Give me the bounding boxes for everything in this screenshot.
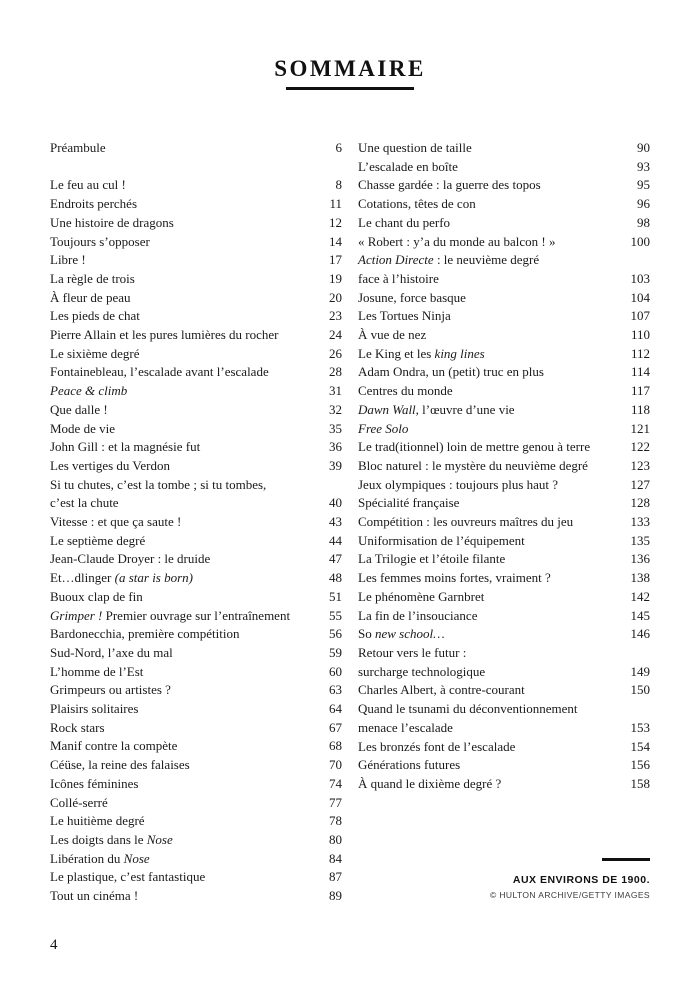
toc-entry-title: Préambule: [50, 140, 106, 155]
toc-entry-page: 24: [329, 327, 342, 343]
toc-entry-title: « Robert : y’a du monde au balcon ! »: [358, 233, 556, 249]
toc-entry-page: 47: [329, 551, 342, 567]
toc-entry: [50, 812, 342, 831]
toc-entry-title: Le phénomène Garnbret: [358, 588, 485, 604]
toc-entry-page: 87: [329, 869, 342, 885]
toc-entry: [50, 476, 342, 495]
toc-entry: [50, 289, 342, 308]
toc-entry-title: Le King et les king lines: [358, 345, 485, 361]
toc-entry-title: face à l’histoire: [358, 270, 439, 286]
toc-entry-title: Grimper ! Premier ouvrage sur l’entraînement: [50, 607, 291, 623]
toc-entry-title: Une question de taille: [358, 140, 472, 155]
toc-entry-title: La fin de l’insouciance: [358, 607, 478, 623]
toc-entry: [50, 176, 342, 195]
toc-entry-page: 36: [329, 439, 342, 455]
toc-entry: [358, 550, 650, 569]
toc-entry-title: Les doigts dans le Nose: [50, 832, 173, 847]
toc-entry-page: 78: [329, 813, 342, 829]
toc-entry-page: 136: [630, 551, 650, 567]
toc-entry-page: 145: [630, 607, 650, 623]
toc-entry-page: 118: [630, 401, 650, 417]
toc-entry-page: 123: [630, 457, 650, 473]
toc-entry-title: Pierre Allain et les pures lumières du rocher: [50, 327, 279, 343]
toc-entry-page: 146: [630, 626, 650, 642]
toc-entry-title: Action Directe : le neuvième degré: [358, 252, 540, 268]
toc-entry-page: 23: [329, 308, 342, 324]
toc-entry: [358, 195, 650, 214]
toc-entry: [358, 270, 650, 289]
toc-entry-page: 133: [630, 514, 650, 530]
toc-entry-title: Collé-serré: [50, 794, 108, 810]
toc-entry-page: 56: [329, 626, 342, 642]
toc-entry-page: 70: [329, 757, 342, 773]
toc-entry-page: 103: [630, 270, 650, 286]
toc-entry-page: 39: [329, 457, 342, 473]
page-number: 4: [50, 937, 58, 953]
toc-entry-title: Dawn Wall, l’œuvre d’une vie: [358, 401, 515, 417]
toc-entry-page: 12: [329, 214, 342, 230]
credit-caption: AUX ENVIRONS DE 1900.: [512, 874, 650, 886]
table-of-contents: [50, 139, 650, 906]
toc-entry-page: 28: [329, 364, 342, 380]
toc-entry: [50, 588, 342, 607]
toc-entry-title: Libre !: [50, 252, 86, 268]
toc-entry-title: Mode de vie: [50, 420, 115, 436]
toc-entry-page: 150: [630, 682, 650, 698]
toc-entry-title: L’escalade en boîte: [358, 158, 458, 174]
toc-entry-page: 104: [630, 289, 650, 305]
toc-entry-title: Céüse, la reine des falaises: [50, 757, 190, 773]
toc-entry-page: 8: [335, 177, 342, 193]
toc-entry-page: 128: [630, 495, 650, 511]
toc-entry-title: Adam Ondra, un (petit) truc en plus: [358, 364, 544, 380]
toc-entry: [358, 719, 650, 738]
toc-entry-page: 154: [630, 738, 650, 754]
toc-entry-page: 122: [630, 439, 650, 455]
toc-entry-title: Compétition : les ouvreurs maîtres du jeu: [358, 514, 574, 530]
toc-entry: [50, 569, 342, 588]
toc-entry-page: 32: [329, 401, 342, 417]
credit-rule: [602, 858, 650, 861]
toc-entry-title: Fontainebleau, l’escalade avant l’escalade: [50, 364, 269, 380]
toc-entry: [50, 139, 342, 158]
toc-entry-title: Toujours s’opposer: [50, 233, 150, 249]
toc-entry: [358, 700, 650, 719]
toc-entry: [358, 532, 650, 551]
toc-entry: [50, 681, 342, 700]
toc-entry-title: Jean-Claude Droyer : le druide: [50, 551, 211, 567]
toc-entry-title: Manif contre la compète: [50, 738, 178, 754]
toc-entry-page: 114: [630, 364, 650, 380]
toc-entry: [50, 794, 342, 813]
toc-entry-page: 43: [329, 514, 342, 530]
toc-entry: [358, 588, 650, 607]
toc-entry: [50, 775, 342, 794]
toc-entry-page: 59: [329, 644, 342, 660]
toc-entry: [358, 307, 650, 326]
toc-entry-title: Plaisirs solitaires: [50, 701, 139, 717]
toc-entry-page: 55: [329, 607, 342, 623]
toc-entry: [358, 139, 650, 158]
toc-entry-page: 11: [329, 196, 342, 212]
toc-entry-title: Uniformisation de l’équipement: [358, 532, 525, 548]
toc-entry-page: 40: [329, 495, 342, 511]
toc-entry-title: Spécialité française: [358, 495, 460, 511]
toc-entry: [50, 438, 342, 457]
toc-entry-page: 17: [329, 252, 342, 268]
toc-entry-title: À quand le dixième degré ?: [358, 775, 502, 791]
toc-entry-title: Que dalle !: [50, 401, 108, 417]
toc-entry: [50, 532, 342, 551]
toc-entry: [358, 401, 650, 420]
toc-entry-page: 14: [329, 233, 342, 249]
toc-entry: [50, 382, 342, 401]
toc-entry-title: c’est la chute: [50, 495, 119, 511]
toc-entry: [50, 345, 342, 364]
toc-entry-title: Bloc naturel : le mystère du neuvième degré: [358, 457, 588, 473]
toc-entry-title: Libération du Nose: [50, 850, 150, 866]
toc-entry-title: Tout un cinéma !: [50, 888, 139, 904]
toc-entry: [358, 176, 650, 195]
toc-entry: [358, 457, 650, 476]
toc-entry-page: 51: [329, 588, 342, 604]
toc-entry: [50, 700, 342, 719]
toc-entry-page: 110: [630, 327, 650, 343]
toc-entry: [50, 831, 342, 850]
toc-entry: [358, 625, 650, 644]
toc-entry-title: Free Solo: [358, 420, 409, 436]
photo-credit: [490, 858, 650, 900]
toc-entry: [50, 326, 342, 345]
page-header: [0, 0, 700, 90]
toc-entry-page: 31: [329, 383, 342, 399]
toc-entry-title: Et…dlinger (a star is born): [50, 570, 194, 586]
toc-entry-title: Les Tortues Ninja: [358, 308, 451, 324]
toc-entry: [358, 289, 650, 308]
toc-entry-title: Le sixième degré: [50, 345, 140, 361]
toc-entry-page: 74: [329, 775, 342, 791]
toc-entry-title: Grimpeurs ou artistes ?: [50, 682, 171, 698]
toc-entry: [50, 363, 342, 382]
toc-entry: [50, 494, 342, 513]
toc-entry: [358, 382, 650, 401]
toc-column-right: [358, 139, 650, 906]
toc-entry-title: Josune, force basque: [358, 289, 466, 305]
toc-entry-title: Sud-Nord, l’axe du mal: [50, 644, 173, 660]
page-title: SOMMAIRE: [274, 56, 426, 81]
toc-entry-page: 67: [329, 719, 342, 735]
toc-entry-title: Le chant du perfo: [358, 214, 451, 230]
toc-entry: [50, 607, 342, 626]
toc-entry-title: So new school…: [358, 626, 445, 642]
toc-entry-title: Si tu chutes, c’est la tombe ; si tu tombes,: [50, 476, 267, 492]
toc-entry-title: Les bronzés font de l’escalade: [358, 738, 516, 754]
toc-entry: [358, 738, 650, 757]
toc-entry-page: 26: [329, 345, 342, 361]
toc-entry-page: 95: [637, 177, 650, 193]
toc-entry-title: La Trilogie et l’étoile filante: [358, 551, 506, 567]
toc-entry-title: Jeux olympiques : toujours plus haut ?: [358, 476, 559, 492]
toc-entry-title: À fleur de peau: [50, 289, 131, 305]
toc-entry-page: 98: [637, 214, 650, 230]
toc-entry: [358, 326, 650, 345]
toc-entry: [358, 158, 650, 177]
toc-entry-page: 89: [329, 888, 342, 904]
toc-entry-title: Cotations, têtes de con: [358, 196, 476, 212]
toc-entry-page: 35: [329, 420, 342, 436]
toc-entry: [50, 457, 342, 476]
toc-entry-page: 127: [630, 476, 650, 492]
toc-entry: [50, 233, 342, 252]
toc-entry-page: 44: [329, 532, 342, 548]
credit-copyright: © HULTON ARCHIVE/GETTY IMAGES: [489, 890, 650, 900]
toc-entry-page: 77: [329, 794, 342, 810]
toc-entry-page: 19: [329, 270, 342, 286]
toc-entry-page: 117: [630, 383, 650, 399]
toc-entry: [50, 644, 342, 663]
toc-entry-page: 20: [329, 289, 342, 305]
toc-entry-title: surcharge technologique: [358, 663, 486, 679]
toc-entry: [358, 569, 650, 588]
toc-entry: [358, 438, 650, 457]
toc-entry: [358, 345, 650, 364]
toc-entry-page: 63: [329, 682, 342, 698]
toc-entry: [50, 401, 342, 420]
toc-entry-title: L’homme de l’Est: [50, 663, 144, 679]
toc-entry-title: menace l’escalade: [358, 719, 453, 735]
toc-entry: [358, 513, 650, 532]
toc-entry-page: 107: [630, 308, 650, 324]
toc-entry-title: John Gill : et la magnésie fut: [50, 439, 201, 455]
toc-entry-title: Générations futures: [358, 757, 461, 773]
toc-entry-page: 149: [630, 663, 650, 679]
toc-entry: [358, 363, 650, 382]
toc-entry-title: Vitesse : et que ça saute !: [50, 514, 182, 530]
toc-entry-page: 112: [630, 345, 650, 361]
toc-entry-page: 96: [637, 196, 650, 212]
toc-entry-title: Les vertiges du Verdon: [50, 457, 170, 473]
toc-entry: [358, 607, 650, 626]
toc-entry-title: Les pieds de chat: [50, 308, 140, 324]
toc-entry-page: 142: [630, 588, 650, 604]
toc-entry: [358, 476, 650, 495]
toc-entry: [358, 681, 650, 700]
toc-entry: [50, 270, 342, 289]
toc-entry-page: 64: [329, 701, 342, 717]
toc-entry-title: Le plastique, c’est fantastique: [50, 869, 206, 885]
toc-entry: [50, 850, 342, 869]
toc-entry: [358, 494, 650, 513]
toc-entry-page: 135: [630, 532, 650, 548]
toc-entry-title: Le trad(itionnel) loin de mettre genou à terre: [358, 439, 591, 455]
toc-entry: [50, 625, 342, 644]
toc-entry: [358, 420, 650, 439]
toc-entry: [50, 307, 342, 326]
toc-entry-page: 158: [630, 775, 650, 791]
toc-entry-title: Endroits perchés: [50, 196, 138, 212]
toc-entry: [50, 550, 342, 569]
toc-entry: [50, 420, 342, 439]
toc-entry: [50, 756, 342, 775]
toc-entry-page: 121: [630, 420, 650, 436]
toc-entry-title: La règle de trois: [50, 270, 135, 286]
toc-entry-title: Centres du monde: [358, 383, 453, 399]
toc-entry: [50, 719, 342, 738]
toc-entry-title: Quand le tsunami du déconventionnement: [358, 701, 578, 717]
toc-entry-page: 48: [329, 570, 342, 586]
toc-entry-title: Buoux clap de fin: [50, 588, 143, 604]
toc-entry: [50, 251, 342, 270]
toc-entry-page: 153: [630, 719, 650, 735]
toc-entry: [50, 737, 342, 756]
toc-entry-title: Icônes féminines: [50, 775, 139, 791]
toc-entry: [358, 663, 650, 682]
toc-entry-title: Le feu au cul !: [50, 177, 126, 193]
toc-entry: [358, 644, 650, 663]
toc-entry: [50, 513, 342, 532]
toc-entry: [50, 663, 342, 682]
toc-entry-title: Rock stars: [50, 719, 105, 735]
toc-entry-page: 100: [630, 233, 650, 249]
toc-entry-title: Bardonecchia, première compétition: [50, 626, 240, 642]
toc-entry-title: Le septième degré: [50, 532, 146, 548]
toc-entry-title: Retour vers le futur :: [358, 644, 467, 660]
toc-column-left: [50, 139, 342, 906]
toc-entry-title: Chasse gardée : la guerre des topos: [358, 177, 541, 193]
toc-entry-page: 138: [630, 570, 650, 586]
toc-entry-page: 6: [335, 140, 342, 155]
toc-entry-title: Peace & climb: [50, 383, 128, 399]
toc-entry-page: 93: [637, 158, 650, 174]
toc-entry: [358, 214, 650, 233]
toc-entry-title: Les femmes moins fortes, vraiment ?: [358, 570, 551, 586]
toc-entry-title: Une histoire de dragons: [50, 214, 174, 230]
title-underline: [286, 87, 414, 90]
toc-entry: [358, 756, 650, 775]
toc-entry: [50, 868, 342, 887]
toc-entry-title: Charles Albert, à contre-courant: [358, 682, 525, 698]
toc-entry-page: 90: [637, 140, 650, 155]
toc-entry-page: 84: [329, 850, 342, 866]
toc-entry-page: 68: [329, 738, 342, 754]
toc-entry-page: 80: [329, 832, 342, 847]
toc-entry: [358, 775, 650, 794]
toc-entry-title: À vue de nez: [358, 327, 427, 343]
toc-entry-page: 60: [329, 663, 342, 679]
toc-entry: [50, 195, 342, 214]
toc-entry-title: Le huitième degré: [50, 813, 145, 829]
toc-entry: [50, 887, 342, 906]
toc-entry-page: 156: [630, 757, 650, 773]
toc-entry: [50, 214, 342, 233]
toc-entry: [358, 251, 650, 270]
toc-entry: [358, 233, 650, 252]
